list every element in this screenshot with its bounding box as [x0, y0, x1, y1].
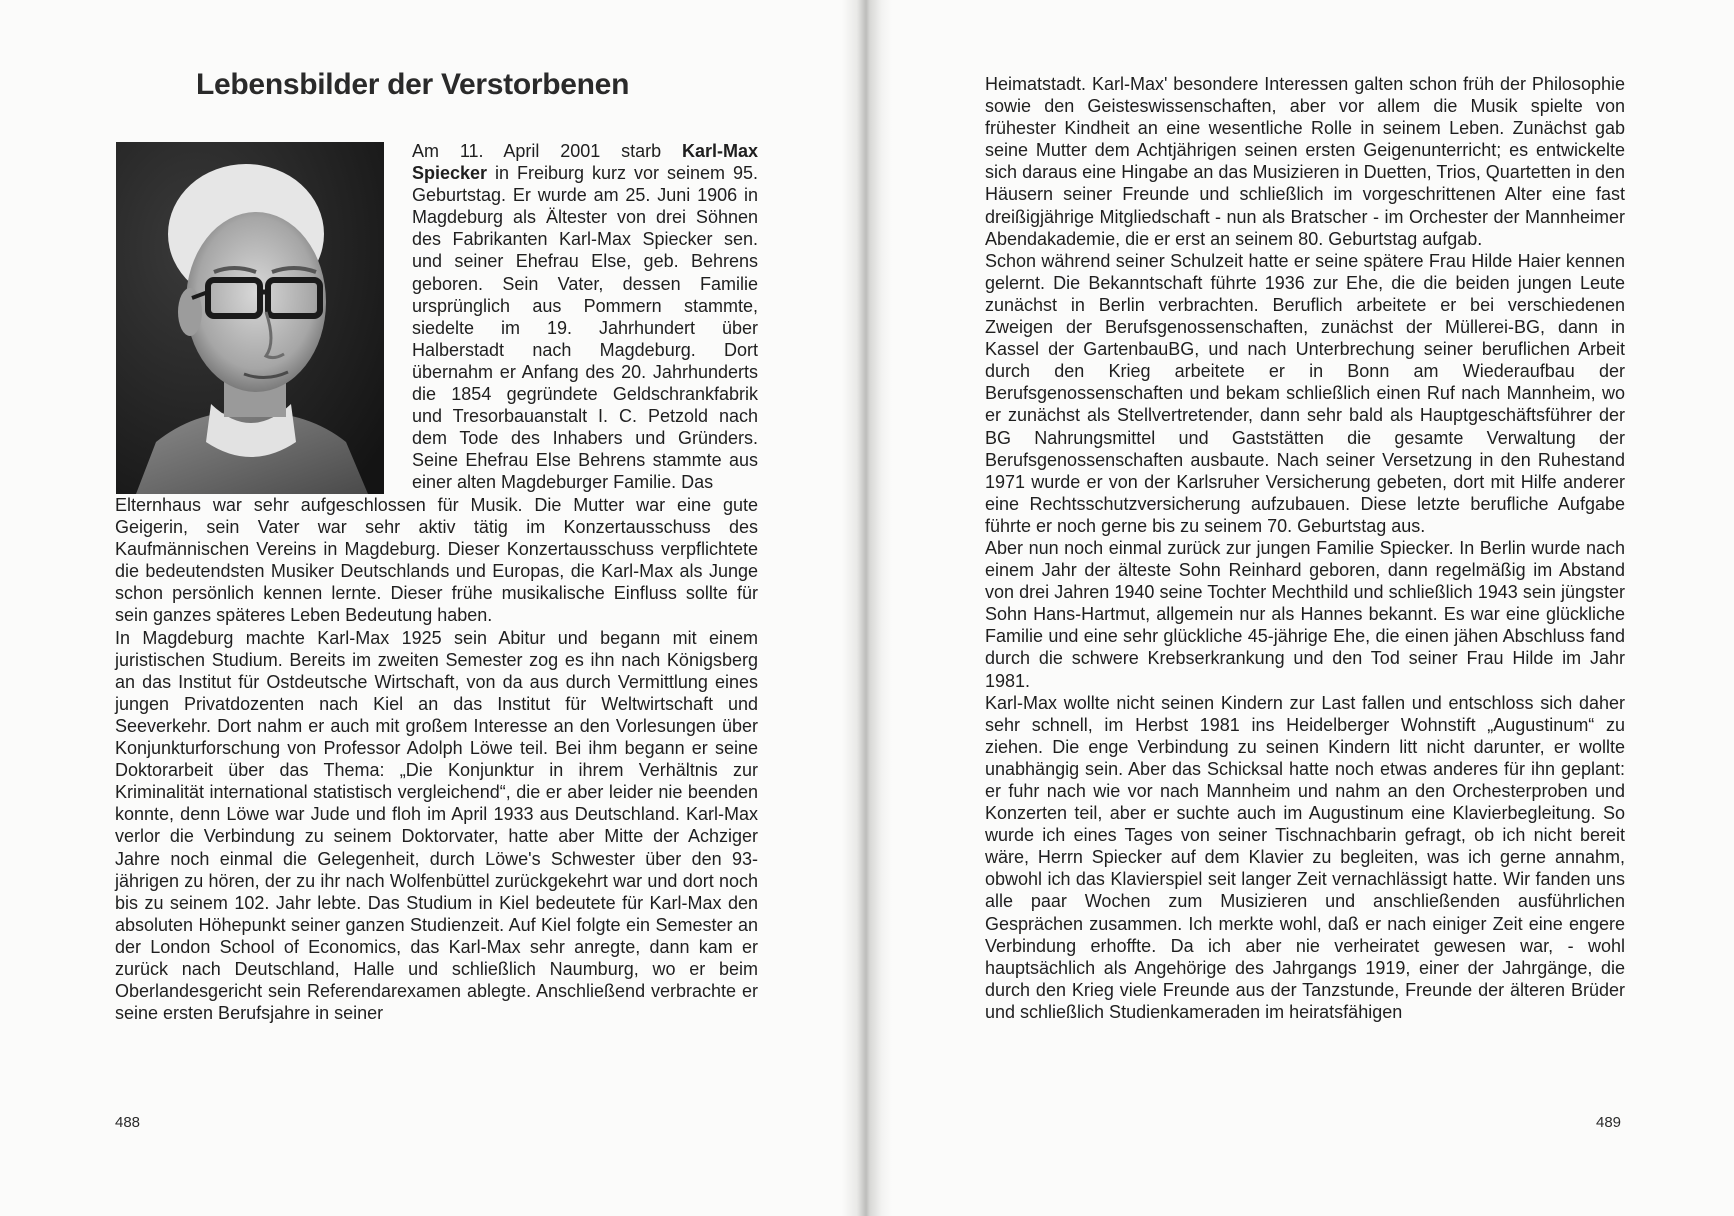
intro-text-start: Am 11. April 2001 starb: [412, 141, 682, 161]
portrait-photo: [116, 142, 384, 494]
page-number-right: 489: [1596, 1114, 1622, 1131]
right-body-text: [985, 73, 1625, 1023]
paragraph: Schon während seiner Schulzeit hatte er seine spätere Frau Hilde Haier kennen gelernt. Die Bekanntschaft führte 1936 zur Ehe, die die beiden jungen Leute zunächst in Berlin verbrachten. Beruflich arbeitete er bei verschiedenen Zweigen der Berufsgenossenschaften, zunächst der Müllerei-BG, dann in Kassel der GartenbauBG, und nach Unterbrechung seiner beruflichen Arbeit durch den Krieg arbeitete er in Bonn am Wiederaufbau der Berufsgenossenschaften und bekam schließlich einen Ruf nach Mannheim, wo er zunächst als Stellvertretender, dann sehr bald als Hauptgeschäftsführer der BG Nahrungsmittel und Gaststätten die gesamte Verwaltung der Berufsgenossenschaften ausbaute. Nach seiner Versetzung in den Ruhestand 1971 wurde er von der Karlsruher Versicherung gebeten, dort mit Hilfe anderer eine Rechtsschutzversicherung aufzubauen. Diese letzte berufliche Aufgabe führte er noch gerne bis zu seinem 70. Geburtstag aus.: [985, 250, 1625, 536]
page-title: Lebensbilder der Verstorbenen: [196, 68, 630, 101]
intro-text-rest: in Freiburg kurz vor seinem 95. Geburtstag. Er wurde am 25. Juni 1906 in Magdeburg als Ältester von drei Söhnen des Fabrikanten Karl-Max Spiecker sen. und seiner Ehefrau Else, geb. Behrens geboren. Sein Vater, dessen Familie ursprünglich aus Pommern stammte, siedelte im 19. Jahrhundert über Halberstadt nach Magdeburg. Dort übernahm er Anfang des 20. Jahrhunderts die 1854 gegründete Geldschrankfabrik und Tresorbauanstalt I. C. Petzold nach dem Tode des Inhabers und Gründers. Seine Ehefrau Else Behrens stammte aus einer alten Magdeburger Familie. Das: [412, 163, 758, 493]
intro-paragraph: [412, 140, 758, 494]
left-body-text: [115, 494, 758, 1024]
paragraph: Karl-Max wollte nicht seinen Kindern zur Last fallen und entschloss sich daher sehr schnell, im Herbst 1981 ins Heidelberger Wohnstift „Augustinum“ zu ziehen. Die enge Verbindung zu seinen Kindern litt nicht darunter, er wollte unabhängig sein. Aber das Schicksal hatte noch etwas anderes für ihn geplant: er fuhr nach wie vor nach Mannheim und nahm an den Orchesterproben und Konzerten teil, aber er suchte auch im Augustinum eine Klavierbegleitung. So wurde ich eines Tages von seiner Tischnachbarin gefragt, ob ich nicht bereit wäre, Herrn Spiecker auf dem Klavier zu begleiten, was ich gerne annahm, obwohl ich das Klavierspiel seit langer Zeit vernachlässigt hatte. Wir fanden uns alle paar Wochen zum Musizieren und anschließenden ausführlichen Gesprächen zusammen. Ich merkte wohl, daß er nach einiger Zeit eine engere Verbindung erhoffte. Da ich aber nie verheiratet gewesen war, - wohl hauptsächlich als Angehörige des Jahrgangs 1919, einer der Jahrgänge, die durch den Krieg viele Freunde aus der Tanzstunde, Freunde der älteren Brüder und schließlich Studienkameraden im heiratsfähigen: [985, 692, 1625, 1022]
left-page: [0, 0, 842, 1216]
paragraph: Elternhaus war sehr aufgeschlossen für Musik. Die Mutter war eine gute Geigerin, sein Vater war sehr aktiv tätig im Konzertausschuss des Kaufmännischen Vereins in Magdeburg. Dieser Konzertausschuss verpflichtete die bedeutendsten Musiker Deutschlands und Europas, die Karl-Max als Junge schon persönlich kennen lernte. Dieser frühe musikalische Einfluss sollte für sein ganzes späteres Leben Bedeutung haben.: [115, 495, 758, 626]
paragraph: Heimatstadt. Karl-Max' besondere Interessen galten schon früh der Philosophie sowie den Geisteswissenschaften, aber vor allem die Musik spielte von frühester Kindheit an eine wesentliche Rolle in seinem Leben. Zunächst gab seine Mutter dem Achtjährigen seinen ersten Geigenunterricht; es entwickelte sich daraus eine Hingabe an das Musizieren in Duetten, Trios, Quartetten in den Häusern seiner Freunde und schließlich im vorgeschrittenen Alter eine fast dreißigjährige Mitgliedschaft - nun als Bratscher - im Orchester der Mannheimer Abendakademie, die er erst an seinem 80. Geburtstag aufgab.: [985, 74, 1625, 249]
paragraph: In Magdeburg machte Karl-Max 1925 sein Abitur und begann mit einem juristischen Studium. Bereits im zweiten Semester zog es ihn nach Königsberg an das Institut für Ostdeutsche Wirtschaft, von da aus durch Vermittlung eines jungen Privatdozenten nach Kiel an das Institut für Weltwirtschaft und Seeverkehr. Dort nahm er auch mit großem Interesse an den Vorlesungen über Konjunkturforschung von Professor Adolph Löwe teil. Bei ihm begann er seine Doktorarbeit über das Thema: „Die Konjunktur in ihrem Verhältnis zur Kriminalität international statistisch vergleichend“, die er aber leider nie beenden konnte, denn Löwe war Jude und floh im April 1933 aus Deutschland. Karl-Max verlor die Verbindung zu seinem Doktorvater, hatte aber Mitte der Achziger Jahre noch einmal die Gelegenheit, durch Löwe's Schwester über den 93-jährigen zu hören, der zu ihr nach Wolfenbüttel zurückgekehrt war und dort noch bis zu seinem 102. Jahr lebte. Das Studium in Kiel bedeutete für Karl-Max den absoluten Höhepunkt seiner ganzen Studienzeit. Auf Kiel folgte ein Semester an der London School of Economics, das Karl-Max sehr anregte, dann kam er zurück nach Deutschland, Halle und schließlich Naumburg, wo er beim Oberlandesgericht sein Referendarexamen ablegte. Anschließend verbrachte er seine ersten Berufsjahre in seiner: [115, 627, 758, 1024]
person-name: Karl-Max Spiecker: [412, 141, 758, 184]
page-number-left: 488: [115, 1114, 141, 1131]
book-gutter: [842, 0, 892, 1216]
paragraph: Aber nun noch einmal zurück zur jungen Familie Spiecker. In Berlin wurde nach einem Jahr der älteste Sohn Reinhard geboren, dann regelmäßig im Abstand von drei Jahren 1940 seine Tochter Mechthild und schließlich 1943 sein jüngster Sohn Hans-Hartmut, allgemein nur als Hannes bekannt. Es war eine glückliche Familie und eine sehr glückliche 45-jährige Ehe, die einen jähen Abschluss fand durch die schwere Krebserkrankung und den Tod seiner Frau Hilde im Jahr 1981.: [985, 537, 1625, 691]
